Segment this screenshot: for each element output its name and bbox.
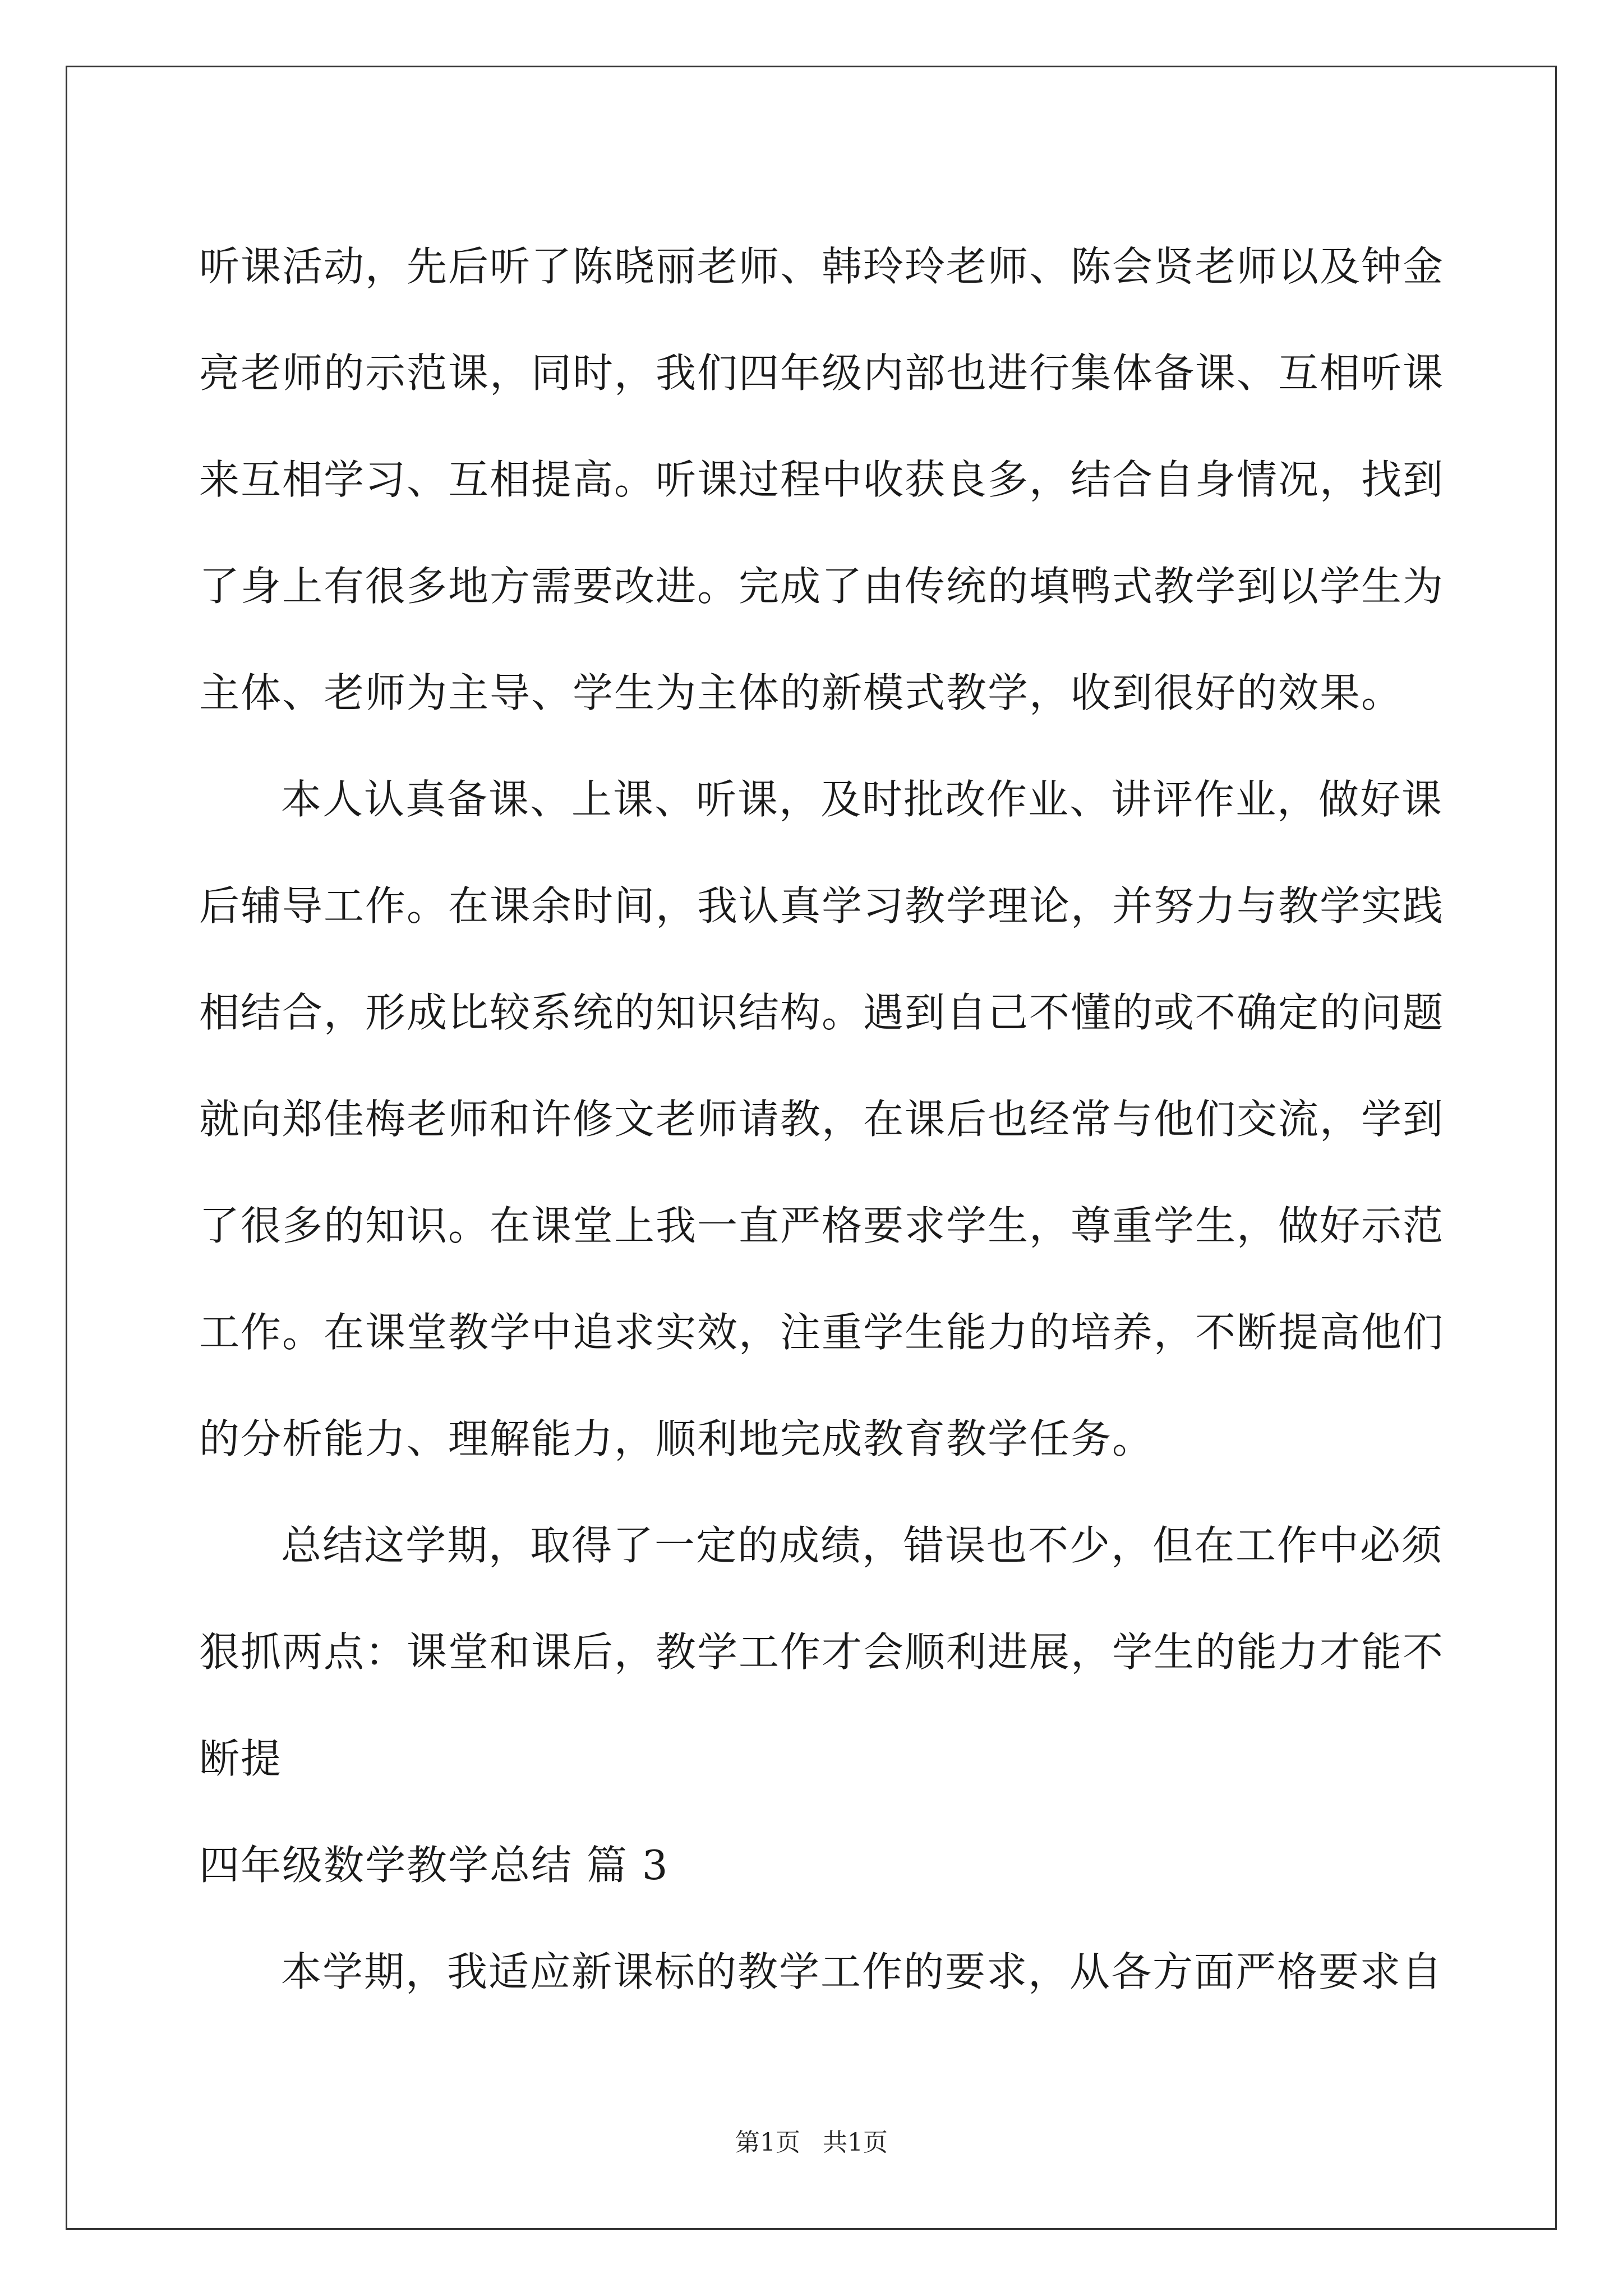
text-line: 亮老师的示范课，同时，我们四年级内部也进行集体备课、互相听课 — [199, 349, 1445, 397]
text-line: 工作。在课堂教学中追求实效，注重学生能力的培养，不断提高他们 — [199, 1309, 1445, 1356]
section-heading: 四年级数学教学总结 篇 3 — [199, 1842, 669, 1889]
paragraph-first-line: 本学期，我适应新课标的教学工作的要求，从各方面严格要求自 — [281, 1948, 1444, 1995]
text-line: 了身上有很多地方需要改进。完成了由传统的填鸭式教学到以学生为 — [199, 563, 1445, 610]
page-number: 第1页 — [735, 2128, 800, 2157]
text-line: 后辅导工作。在课余时间，我认真学习教学理论，并努力与教学实践 — [199, 882, 1445, 930]
text-line: 狠抓两点：课堂和课后，教学工作才会顺利进展，学生的能力才能不 — [199, 1628, 1445, 1676]
text-line: 了很多的知识。在课堂上我一直严格要求学生，尊重学生，做好示范 — [199, 1202, 1445, 1249]
document-body — [199, 213, 1445, 2025]
text-line: 来互相学习、互相提高。听课过程中收获良多，结合自身情况，找到 — [199, 456, 1445, 503]
page-footer — [0, 2126, 1623, 2160]
text-line: 主体、老师为主导、学生为主体的新模式教学，收到很好的效果。 — [199, 669, 1403, 716]
text-line: 的分析能力、理解能力，顺利地完成教育教学任务。 — [199, 1415, 1154, 1462]
text-line: 就向郑佳梅老师和许修文老师请教，在课后也经常与他们交流，学到 — [199, 1096, 1445, 1143]
text-line: 听课活动，先后听了陈晓丽老师、韩玲玲老师、陈会贤老师以及钟金 — [199, 243, 1445, 290]
text-line: 断提 — [199, 1735, 283, 1782]
paragraph-first-line: 总结这学期，取得了一定的成绩，错误也不少，但在工作中必须 — [281, 1522, 1444, 1569]
page-total: 共1页 — [823, 2128, 888, 2157]
text-line: 相结合，形成比较系统的知识结构。遇到自己不懂的或不确定的问题 — [199, 989, 1445, 1036]
paragraph-first-line: 本人认真备课、上课、听课，及时批改作业、讲评作业，做好课 — [281, 776, 1444, 823]
